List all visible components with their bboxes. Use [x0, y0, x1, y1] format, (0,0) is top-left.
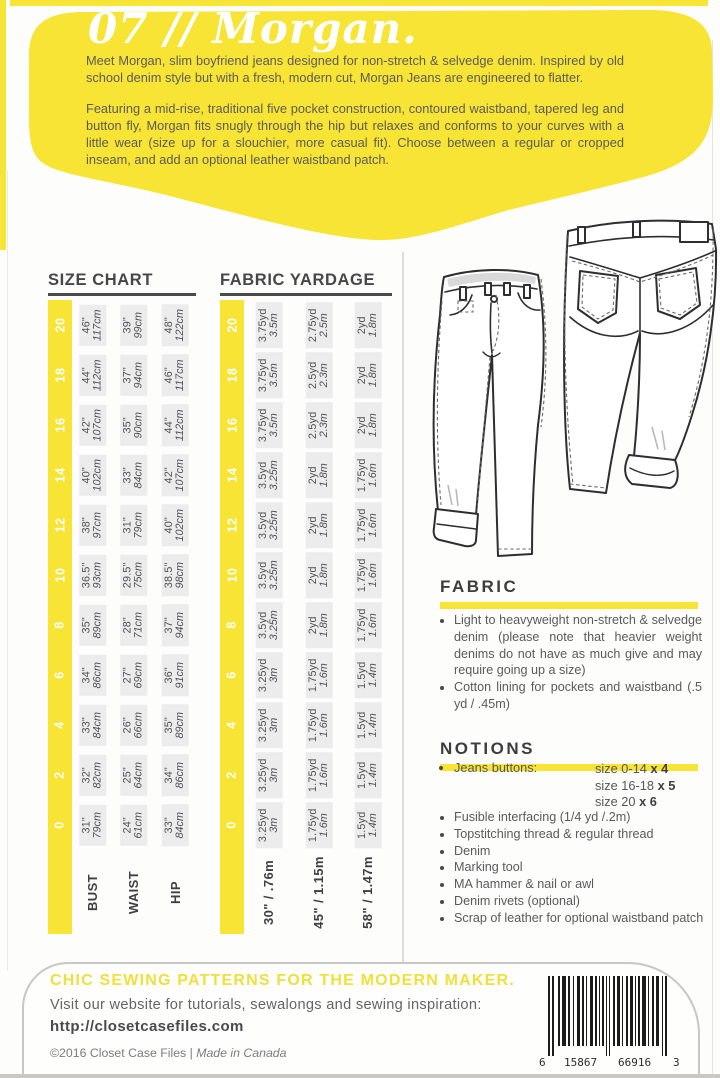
button-quantity-line: size 0-14 x 4: [595, 761, 669, 776]
size-number-cell: 2: [48, 750, 72, 800]
size-number-cell: 14: [48, 450, 72, 500]
bust-cell: 32" 82cm: [72, 750, 113, 800]
waist-cell: 29.5" 75cm: [113, 550, 154, 600]
yardage-30in-cell: 3.75yd 3.5m: [244, 350, 294, 400]
hip-cell: 34" 86cm: [154, 750, 196, 800]
hip-cell: 40" 102cm: [154, 500, 196, 550]
barcode-digit-prefix: 6: [539, 1056, 546, 1069]
width-45-label: 45" / 1.15m: [311, 855, 327, 929]
fabric-bullet: • Cotton lining for pockets and waistband (.5 yd / .45m): [454, 679, 702, 713]
pattern-number: 07: [88, 4, 149, 53]
notion-item: • Scrap of leather for optional waistband patch: [454, 910, 712, 927]
yardage-58in-cell: 1.75yd 1.6m: [343, 500, 392, 550]
size-chart-underline: [48, 293, 196, 296]
bust-label: BUST: [85, 873, 100, 911]
size-number-cell: 4: [220, 700, 244, 750]
title-slashes: //: [148, 4, 213, 53]
hip-cell: 33" 84cm: [154, 800, 196, 850]
notion-item: • Fusible interfacing (1/4 yd /.2m): [454, 809, 712, 826]
notions-heading: NOTIONS: [440, 739, 535, 758]
yardage-58in-cell: 1.5yd 1.4m: [343, 750, 392, 800]
size-number-cell: 20: [48, 300, 72, 350]
size-number-cell: 6: [48, 650, 72, 700]
size-column-footer: [220, 850, 244, 934]
bust-cell: 38" 97cm: [72, 500, 113, 550]
hip-cell: 37" 94cm: [154, 600, 196, 650]
size-number-cell: 4: [48, 700, 72, 750]
fabric-yardage-heading: FABRIC YARDAGE: [220, 271, 376, 289]
size-number-cell: 6: [220, 650, 244, 700]
yardage-30in-cell: 3.25yd 3m: [244, 700, 294, 750]
size-chart-heading: SIZE CHART: [48, 271, 153, 289]
notion-item: • MA hammer & nail or awl: [454, 876, 712, 893]
notion-item: • Denim rivets (optional): [454, 893, 712, 910]
notion-item: • Marking tool: [454, 859, 712, 876]
yardage-58in-cell: 1.75yd 1.6m: [343, 550, 392, 600]
yardage-45in-cell: 2.75yd 2.5m: [294, 300, 343, 350]
hip-cell: 48" 122cm: [154, 300, 196, 350]
waist-cell: 25" 64cm: [113, 750, 154, 800]
bust-cell: 40" 102cm: [72, 450, 113, 500]
yardage-58in-cell: 1.75yd 1.6m: [343, 450, 392, 500]
bust-cell: 42" 107cm: [72, 400, 113, 450]
yardage-30in-cell: 3.25yd 3m: [244, 800, 294, 850]
yardage-58in-cell: 2yd 1.8m: [343, 400, 392, 450]
jeans-buttons-quantities: [595, 761, 675, 811]
waist-cell: 28" 71cm: [113, 600, 154, 650]
size-number-cell: 12: [48, 500, 72, 550]
yardage-45in-cell: 1.75yd 1.6m: [294, 700, 343, 750]
barcode-digit-suffix: 3: [673, 1056, 680, 1069]
bust-cell: 46" 117cm: [72, 300, 113, 350]
waist-cell: 37" 94cm: [113, 350, 154, 400]
yardage-58in-cell: 1.75yd 1.6m: [343, 600, 392, 650]
yardage-58in-cell: 2yd 1.8m: [343, 300, 392, 350]
jeans-buttons-label: • Jeans buttons:: [454, 760, 702, 777]
bust-cell: 31" 79cm: [72, 800, 113, 850]
size-number-cell: 12: [220, 500, 244, 550]
description-paragraph-2: Featuring a mid-rise, traditional five pocket construction, contoured waistband, tapered leg and button fly, Morgan fits snugly through the hip but relaxes and conforms to your curves with a little wear (size up for a slouchier, more casual fit). Choose between a regular or cropped inseam, and add an optional leather waistband patch.: [86, 101, 624, 167]
yardage-45in-cell: 2.5yd 2.3m: [294, 400, 343, 450]
yardage-30in-cell: 3.75yd 3.5m: [244, 400, 294, 450]
button-quantity-line: size 16-18 x 5: [595, 777, 676, 793]
barcode-digits-right: 66916: [618, 1056, 652, 1069]
bust-cell: 35" 89cm: [72, 600, 113, 650]
copyright-text: ©2016 Closet Case Files |: [50, 1046, 197, 1060]
pattern-description: [86, 52, 624, 182]
waist-cell: 33" 84cm: [113, 450, 154, 500]
waist-cell: 27" 69cm: [113, 650, 154, 700]
description-paragraph-1: Meet Morgan, slim boyfriend jeans designed for non-stretch & selvedge denim. Inspired by old school denim style but with a fresh, modern cut, Morgan Jeans are engineered to flatter.: [86, 53, 624, 85]
width-30-label: 30" / .76m: [261, 859, 277, 925]
width-58-label: 58" / 1.47m: [360, 855, 376, 929]
yardage-30in-cell: 3.25yd 3m: [244, 650, 294, 700]
yardage-58in-cell: 1.5yd 1.4m: [343, 800, 392, 850]
waist-cell: 35" 90cm: [113, 400, 154, 450]
yardage-30in-cell: 3.75yd 3.5m: [244, 300, 294, 350]
size-number-cell: 8: [48, 600, 72, 650]
fabric-bullet: • Light to heavyweight non-stretch & selvedge denim (please note that heavier weight denims do not have as much give and may require going up a size): [454, 612, 702, 679]
waist-cell: 24" 61cm: [113, 800, 154, 850]
bust-cell: 44" 112cm: [72, 350, 113, 400]
size-number-cell: 18: [220, 350, 244, 400]
hip-cell: 38.5" 98cm: [154, 550, 196, 600]
yardage-45in-cell: 2yd 1.8m: [294, 450, 343, 500]
size-number-cell: 14: [220, 450, 244, 500]
yardage-58in-cell: 1.5yd 1.4m: [343, 700, 392, 750]
hip-cell: 44" 112cm: [154, 400, 196, 450]
yardage-45in-cell: 2yd 1.8m: [294, 550, 343, 600]
size-number-cell: 18: [48, 350, 72, 400]
waist-cell: 39" 99cm: [113, 300, 154, 350]
made-in-text: Made in Canada: [196, 1046, 287, 1060]
bust-cell: 33" 84cm: [72, 700, 113, 750]
size-number-cell: 16: [220, 400, 244, 450]
size-number-cell: 10: [220, 550, 244, 600]
size-number-cell: 16: [48, 400, 72, 450]
size-chart-table: [48, 300, 196, 850]
yardage-45in-cell: 1.75yd 1.6m: [294, 650, 343, 700]
hip-cell: 35" 89cm: [154, 700, 196, 750]
brand-tagline: CHIC SEWING PATTERNS FOR THE MODERN MAKER.: [50, 972, 515, 989]
copyright-line: [50, 1046, 286, 1060]
yardage-45in-cell: 2yd 1.8m: [294, 500, 343, 550]
hip-cell: 36" 91cm: [154, 650, 196, 700]
pattern-name: Morgan.: [212, 4, 418, 53]
size-number-cell: 20: [220, 300, 244, 350]
button-quantity-line: size 20 x 6: [595, 794, 657, 809]
fabric-requirements: [440, 612, 702, 713]
yardage-30in-cell: 3.5yd 3.25m: [244, 550, 294, 600]
fabric-heading-bar: [440, 602, 698, 609]
size-number-cell: 0: [48, 800, 72, 850]
hip-cell: 46" 117cm: [154, 350, 196, 400]
hip-cell: 42" 107cm: [154, 450, 196, 500]
yardage-30in-cell: 3.5yd 3.25m: [244, 450, 294, 500]
notion-item: • Topstitching thread & regular thread: [454, 826, 712, 843]
yardage-45in-cell: 2.5yd 2.3m: [294, 350, 343, 400]
jeans-illustration: [430, 205, 720, 575]
size-number-cell: 8: [220, 600, 244, 650]
photo-bottom-edge: [0, 1074, 720, 1078]
barcode: [538, 976, 680, 1070]
website-invite: Visit our website for tutorials, sewalongs and sewing inspiration:: [50, 997, 482, 1013]
fabric-yardage-table: [220, 300, 392, 850]
yardage-45in-cell: 1.75yd 1.6m: [294, 750, 343, 800]
size-number-cell: 0: [220, 800, 244, 850]
size-column-footer: [48, 850, 72, 934]
column-divider: [402, 252, 404, 962]
notion-item: • Denim: [454, 843, 712, 860]
fabric-yardage-label-row: [220, 850, 392, 934]
website-url: http://closetcasefiles.com: [50, 1018, 244, 1035]
fabric-heading: FABRIC: [440, 577, 519, 596]
hip-label: HIP: [167, 880, 183, 904]
yardage-58in-cell: 1.5yd 1.4m: [343, 650, 392, 700]
pattern-title: [88, 4, 418, 53]
fabric-yardage-underline: [220, 293, 392, 296]
barcode-digits-left: 15867: [564, 1056, 598, 1069]
waist-cell: 31" 79cm: [113, 500, 154, 550]
yardage-30in-cell: 3.5yd 3.25m: [244, 600, 294, 650]
size-number-cell: 2: [220, 750, 244, 800]
yardage-45in-cell: 1.75yd 1.6m: [294, 800, 343, 850]
size-chart-label-row: [48, 850, 196, 934]
notions-list: [440, 809, 712, 927]
yardage-30in-cell: 3.5yd 3.25m: [244, 500, 294, 550]
yardage-58in-cell: 2yd 1.8m: [343, 350, 392, 400]
waist-label: WAIST: [126, 870, 142, 914]
bust-cell: 36.5" 93cm: [72, 550, 113, 600]
yardage-45in-cell: 2yd 1.8m: [294, 600, 343, 650]
bust-cell: 34" 86cm: [72, 650, 113, 700]
waist-cell: 26" 66cm: [113, 700, 154, 750]
size-number-cell: 10: [48, 550, 72, 600]
yardage-30in-cell: 3.25yd 3m: [244, 750, 294, 800]
